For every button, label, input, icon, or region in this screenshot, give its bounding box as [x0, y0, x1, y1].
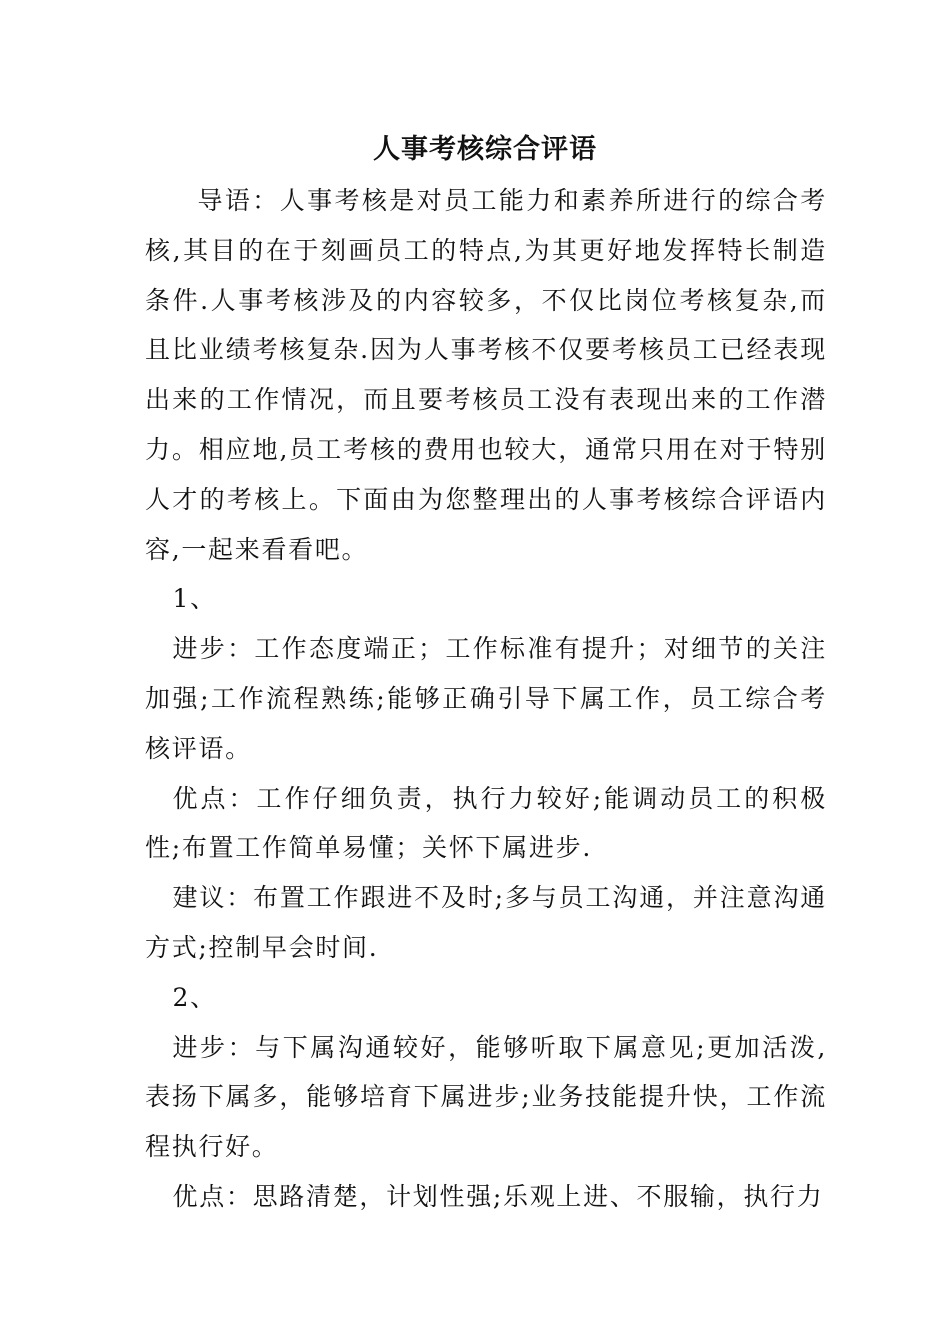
- intro-paragraph: 导语：人事考核是对员工能力和素养所进行的综合考核,其目的在于刻画员工的特点,为其更好地发挥特长制造条件.人事考核涉及的内容较多，不仅比岗位考核复杂,而且比业绩考核复杂.因为人事考核不仅要考核员工已经表现出来的工作情况，而且要考核员工没有表现出来的工作潜力。相应地,员工考核的费用也较大，通常只用在对于特别人才的考核上。下面由为您整理出的人事考核综合评语内容,一起来看看吧。: [145, 186, 827, 564]
- strengths-paragraph-1: 优点：工作仔细负责，执行力较好;能调动员工的积极性;布置工作简单易懂；关怀下属进步.: [145, 783, 827, 863]
- section-number-2: 2、: [172, 982, 217, 1012]
- progress-paragraph-1: 进步：工作态度端正；工作标准有提升；对细节的关注加强;工作流程熟练;能够正确引导下属工作，员工综合考核评语。: [145, 634, 827, 763]
- progress-paragraph-2: 进步：与下属沟通较好，能够听取下属意见;更加活泼,表扬下属多，能够培育下属进步;业务技能提升快，工作流程执行好。: [145, 1032, 827, 1162]
- document-title: 人事考核综合评语: [373, 134, 597, 165]
- strengths-paragraph-2: 优点：思路清楚，计划性强;乐观上进、不服输，执行力: [172, 1181, 824, 1211]
- document-body: [145, 176, 827, 1222]
- suggestions-paragraph-1: 建议：布置工作跟进不及时;多与员工沟通，并注意沟通方式;控制早会时间.: [145, 883, 827, 962]
- section-number-1: 1、: [172, 584, 217, 614]
